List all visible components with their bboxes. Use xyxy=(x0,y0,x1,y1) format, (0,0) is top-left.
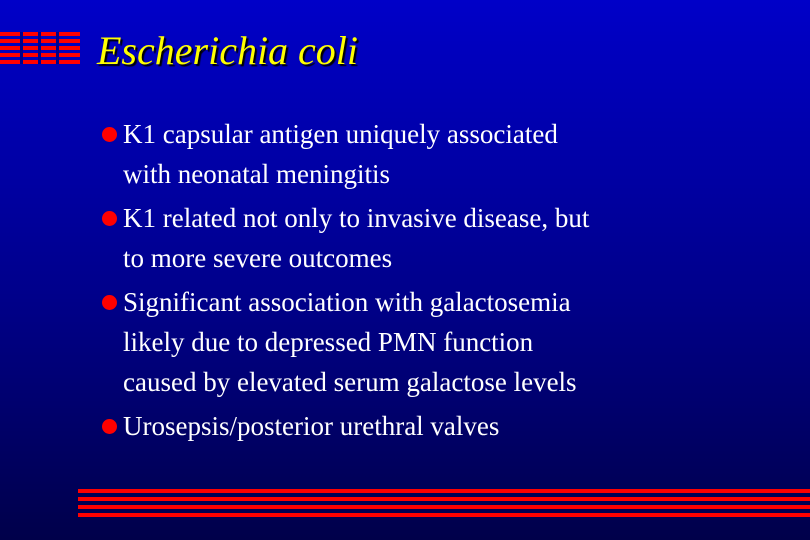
bullet-dot-icon xyxy=(102,211,117,226)
bullet-text-line: likely due to depressed PMN function xyxy=(123,327,534,357)
bullet-text-line: caused by elevated serum galactose levels xyxy=(123,367,577,397)
bullet-dot-icon xyxy=(102,127,117,142)
bullet-dot-icon xyxy=(102,295,117,310)
bullet-text-line: K1 capsular antigen uniquely associated xyxy=(123,119,558,149)
bullet-text-line: with neonatal meningitis xyxy=(123,159,390,189)
bullet-text-line: K1 related not only to invasive disease, but xyxy=(123,203,590,233)
bullet-text-line: Significant association with galactosemia xyxy=(123,287,571,317)
bottom-stripe-decoration xyxy=(78,489,810,519)
slide-title: Escherichia coli xyxy=(97,28,359,73)
bullet-text-line: Urosepsis/posterior urethral valves xyxy=(123,411,500,441)
bullet-dot-icon xyxy=(102,419,117,434)
bullet-text-line: to more severe outcomes xyxy=(123,243,393,273)
title-stripe-decoration xyxy=(0,32,80,64)
